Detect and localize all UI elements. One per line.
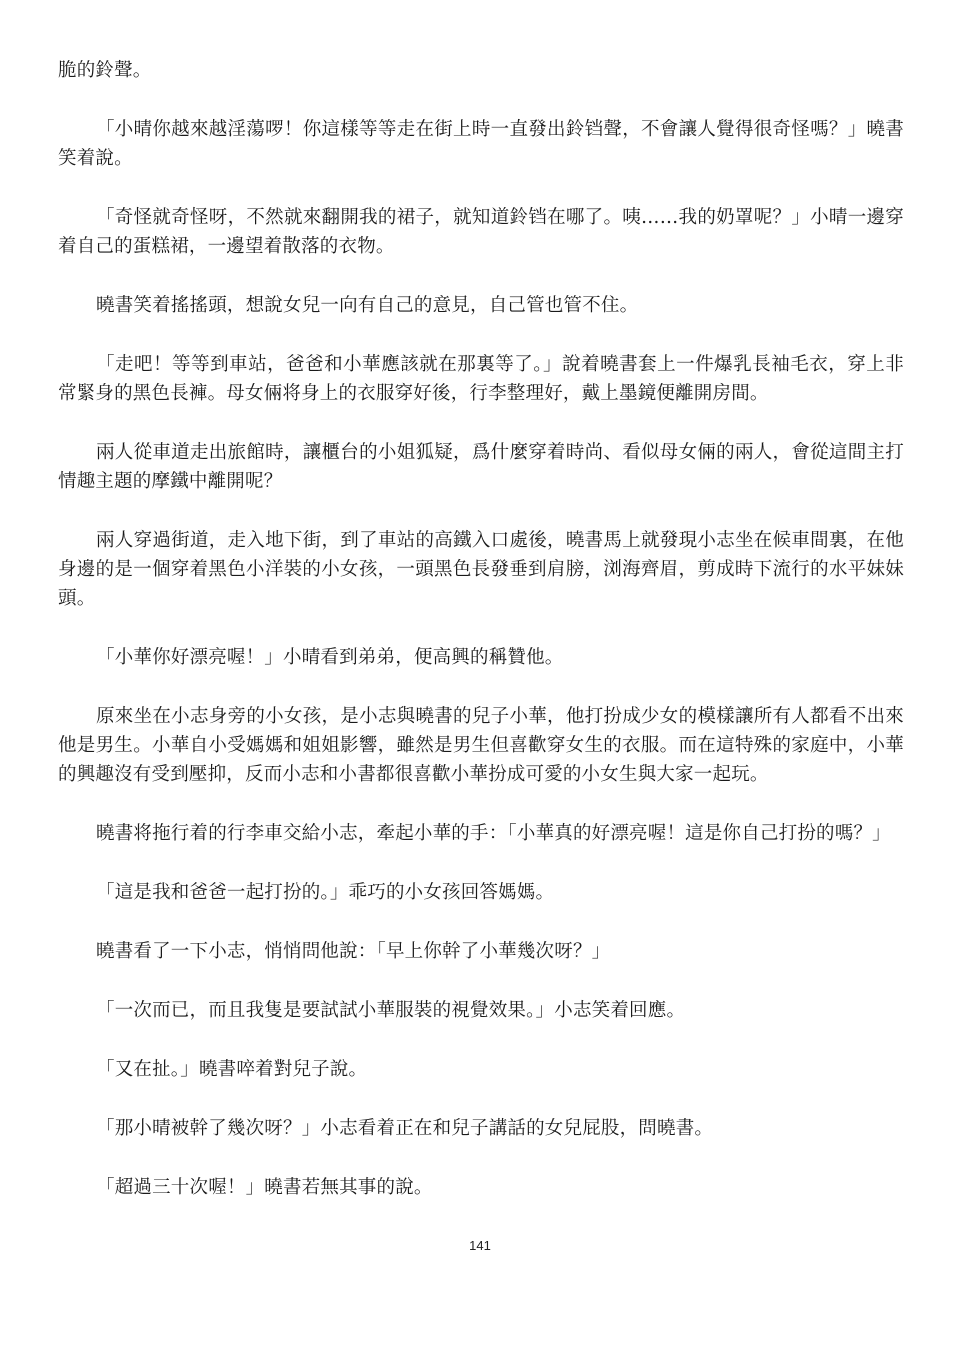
paragraph-1: 脆的鈴聲。 <box>58 60 152 81</box>
paragraph-4: 曉書笑着搖搖頭，想說女兒一向有自己的意見，自己管也管不住。 <box>96 295 639 316</box>
page-number: 141 <box>469 1238 491 1253</box>
paragraph-6: 兩人從車道走出旅館時，讓櫃台的小姐狐疑，爲什麼穿着時尚、看似母女倆的兩人，會從這間主打情趣主題的摩鐵中離開呢？ <box>58 442 904 492</box>
paragraph-10: 曉書将拖行着的行李車交給小志，牽起小華的手：「小華真的好漂亮喔！這是你自己打扮的嗎？」 <box>96 823 891 844</box>
paragraph-5: 「走吧！等等到車站，爸爸和小華應該就在那裏等了。」說着曉書套上一件爆乳長袖毛衣，穿上非常緊身的黑色長褲。母女倆将身上的衣服穿好後，行李整理好，戴上墨鏡便離開房間。 <box>58 354 904 404</box>
paragraph-14: 「又在扯。」曉書啐着對兒子說。 <box>96 1059 368 1080</box>
document-body <box>58 56 904 1232</box>
paragraph-16: 「超過三十次喔！」曉書若無其事的說。 <box>96 1177 433 1198</box>
paragraph-15: 「那小晴被幹了幾次呀？」小志看着正在和兒子講話的女兒屁股，問曉書。 <box>96 1118 714 1139</box>
paragraph-3: 「奇怪就奇怪呀，不然就來翻開我的裙子，就知道鈴铛在哪了。咦……我的奶罩呢？」小晴一邊穿着自己的蛋糕裙，一邊望着散落的衣物。 <box>58 207 904 257</box>
paragraph-12: 曉書看了一下小志，悄悄問他說：「早上你幹了小華幾次呀？」 <box>96 941 611 962</box>
paragraph-11: 「這是我和爸爸一起打扮的。」乖巧的小女孩回答媽媽。 <box>96 882 555 903</box>
paragraph-8: 「小華你好漂亮喔！」小晴看到弟弟，便高興的稱贊他。 <box>96 647 564 668</box>
paragraph-7: 兩人穿過街道，走入地下街，到了車站的高鐵入口處後，曉書馬上就發現小志坐在候車間裏，在他身邊的是一個穿着黑色小洋裝的小女孩，一頭黑色長發垂到肩膀，浏海齊眉，剪成時下流行的水平妹妹頭。 <box>58 530 904 609</box>
paragraph-13: 「一次而已，而且我隻是要試試小華服裝的視覺效果。」小志笑着回應。 <box>96 1000 686 1021</box>
paragraph-2: 「小晴你越來越淫蕩啰！你這樣等等走在街上時一直發出鈴铛聲，不會讓人覺得很奇怪嗎？」曉書笑着說。 <box>58 119 904 169</box>
paragraph-9: 原來坐在小志身旁的小女孩，是小志與曉書的兒子小華，他打扮成少女的模樣讓所有人都看不出來他是男生。小華自小受媽媽和姐姐影響，雖然是男生但喜歡穿女生的衣服。而在這特殊的家庭中，小華的興趣沒有受到壓抑，反而小志和小書都很喜歡小華扮成可愛的小女生與大家一起玩。 <box>58 706 904 785</box>
